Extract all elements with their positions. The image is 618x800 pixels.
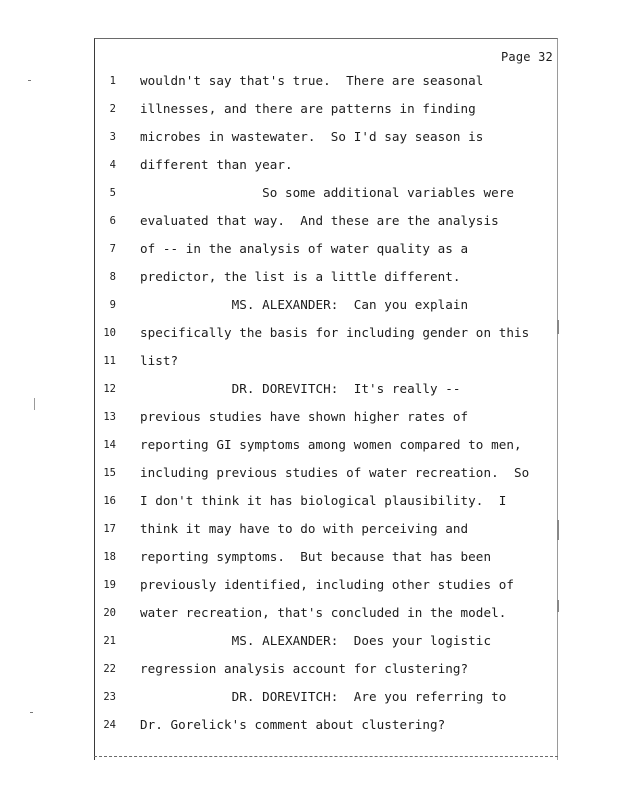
line-number: 20 (103, 607, 116, 619)
transcript-line (94, 185, 558, 205)
line-number: 3 (109, 131, 116, 143)
line-text: reporting symptoms. But because that has been (140, 549, 492, 564)
scan-speck (34, 398, 35, 410)
transcript-line (94, 241, 558, 261)
line-text: list? (140, 353, 179, 368)
line-number: 16 (103, 495, 116, 507)
transcript-line (94, 437, 558, 457)
scan-edge-mark (557, 320, 559, 334)
line-text: specifically the basis for including gender on this (140, 325, 530, 340)
line-text: DR. DOREVITCH: It's really -- (140, 381, 461, 396)
transcript-line (94, 129, 558, 149)
scan-edge-mark (557, 520, 559, 540)
transcript-line (94, 101, 558, 121)
transcript-line (94, 689, 558, 709)
transcript-line (94, 409, 558, 429)
line-number: 2 (109, 103, 116, 115)
line-text: wouldn't say that's true. There are seasonal (140, 73, 484, 88)
line-number: 18 (103, 551, 116, 563)
line-text: different than year. (140, 157, 293, 172)
line-text: illnesses, and there are patterns in finding (140, 101, 476, 116)
transcript-line (94, 605, 558, 625)
transcript-line (94, 717, 558, 737)
line-text: So some additional variables were (140, 185, 514, 200)
line-number: 11 (103, 355, 116, 367)
scan-edge-mark (557, 600, 559, 612)
line-number: 7 (109, 243, 116, 255)
line-number: 9 (109, 299, 116, 311)
line-text: predictor, the list is a little different. (140, 269, 461, 284)
line-text: previously identified, including other studies of (140, 577, 514, 592)
line-number: 1 (109, 75, 116, 87)
line-text: water recreation, that's concluded in the model. (140, 605, 507, 620)
line-number: 23 (103, 691, 116, 703)
line-number: 22 (103, 663, 116, 675)
transcript-line (94, 213, 558, 233)
line-text: including previous studies of water recreation. So (140, 465, 530, 480)
line-text: previous studies have shown higher rates of (140, 409, 469, 424)
line-text: Dr. Gorelick's comment about clustering? (140, 717, 446, 732)
line-number: 24 (103, 719, 116, 731)
transcript-line (94, 297, 558, 317)
line-number: 8 (109, 271, 116, 283)
line-text: think it may have to do with perceiving and (140, 521, 469, 536)
transcript-line (94, 157, 558, 177)
line-number: 6 (109, 215, 116, 227)
transcript-line (94, 381, 558, 401)
line-text: evaluated that way. And these are the analysis (140, 213, 499, 228)
line-text: I don't think it has biological plausibility. I (140, 493, 507, 508)
scan-speck (28, 80, 31, 81)
line-number: 21 (103, 635, 116, 647)
line-text: MS. ALEXANDER: Can you explain (140, 297, 469, 312)
line-number: 5 (109, 187, 116, 199)
line-number: 19 (103, 579, 116, 591)
line-text: DR. DOREVITCH: Are you referring to (140, 689, 507, 704)
transcript-line (94, 661, 558, 681)
transcript-line (94, 73, 558, 93)
transcript-line (94, 577, 558, 597)
transcript-line (94, 269, 558, 289)
transcript-line (94, 325, 558, 345)
line-text: reporting GI symptoms among women compared to men, (140, 437, 522, 452)
transcript-line (94, 521, 558, 541)
page-number: Page 32 (501, 50, 553, 64)
transcript-line (94, 353, 558, 373)
transcript-line (94, 465, 558, 485)
transcript-line (94, 493, 558, 513)
line-text: MS. ALEXANDER: Does your logistic (140, 633, 492, 648)
line-number: 15 (103, 467, 116, 479)
line-text: regression analysis account for clustering? (140, 661, 469, 676)
line-number: 13 (103, 411, 116, 423)
transcript-line (94, 633, 558, 653)
line-text: of -- in the analysis of water quality as a (140, 241, 469, 256)
line-text: microbes in wastewater. So I'd say season is (140, 129, 484, 144)
line-number: 17 (103, 523, 116, 535)
line-number: 10 (103, 327, 116, 339)
line-number: 14 (103, 439, 116, 451)
bottom-rule (94, 756, 558, 757)
line-number: 4 (109, 159, 116, 171)
transcript-line (94, 549, 558, 569)
line-number: 12 (103, 383, 116, 395)
scan-speck (30, 712, 33, 713)
